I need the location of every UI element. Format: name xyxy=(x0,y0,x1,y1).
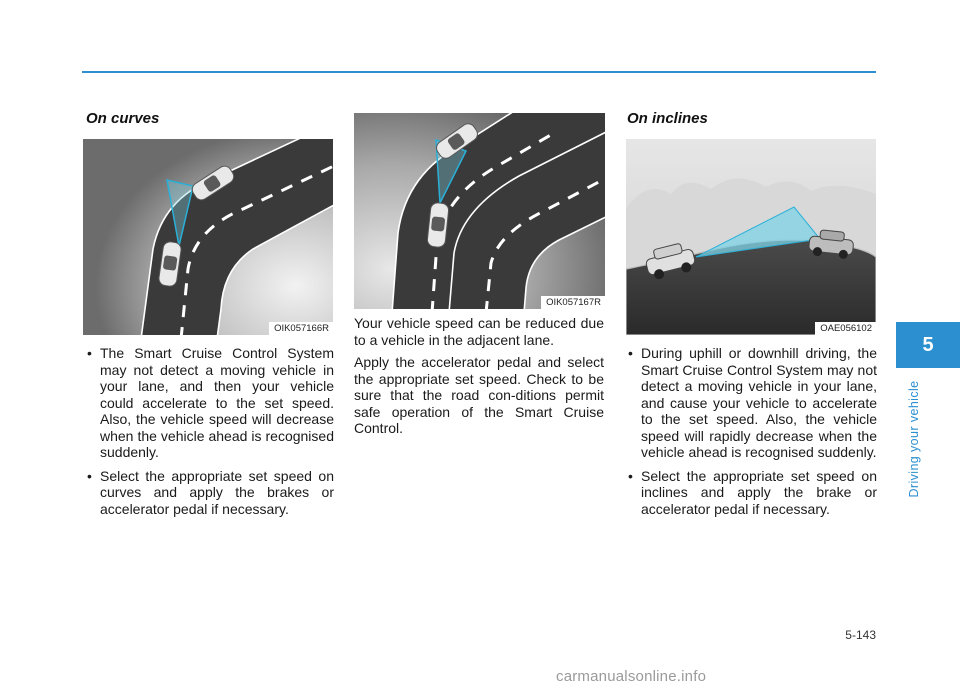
figure-adjacent-lane xyxy=(354,113,605,309)
watermark: carmanualsonline.info xyxy=(556,668,707,685)
chapter-title-text: Driving your vehicle xyxy=(907,380,921,498)
figure-code: OIK057166R xyxy=(269,322,333,335)
curves-bullet-list xyxy=(86,345,334,517)
figure-incline-road xyxy=(626,139,876,335)
list-item: • Select the appropriate set speed on curves and apply the brakes or accelerator pedal if necessary. xyxy=(86,468,334,518)
list-item: • Select the appropriate set speed on inclines and apply the brake or accelerator pedal if necessary. xyxy=(627,468,877,518)
heading-on-inclines: On inclines xyxy=(627,110,708,127)
paragraph: Your vehicle speed can be reduced due to a vehicle in the adjacent lane. xyxy=(354,315,604,348)
inclines-bullet-list xyxy=(627,345,877,517)
figure-curve-road xyxy=(83,139,333,335)
figure-code: OAE056102 xyxy=(815,322,876,335)
list-item: • The Smart Cruise Control System may not detect a moving vehicle in your lane, and then your vehicle could accelerate to the set speed. Also, the vehicle speed will decrease when the vehicle ahead is recognised suddenly. xyxy=(86,345,334,461)
curves-text xyxy=(86,345,334,524)
figure-code: OIK057167R xyxy=(541,296,605,309)
list-item: • During uphill or downhill driving, the Smart Cruise Control System may not detect a moving vehicle in your lane, and cause your vehicle to accelerate to the set speed. Also, the vehicle speed will rapidly decrease when the vehicle ahead is recognised suddenly. xyxy=(627,345,877,461)
chapter-tab: 5 xyxy=(896,322,960,368)
paragraph: Apply the accelerator pedal and select the appropriate set speed. Check to be sure that the road con-ditions permit safe operation of the Smart Cruise Control. xyxy=(354,354,604,436)
chapter-title xyxy=(906,375,922,503)
inclines-text xyxy=(627,345,877,524)
header-rule xyxy=(82,71,876,73)
page-number: 5-143 xyxy=(845,628,876,642)
adjacent-text xyxy=(354,315,604,443)
heading-on-curves: On curves xyxy=(86,110,160,127)
